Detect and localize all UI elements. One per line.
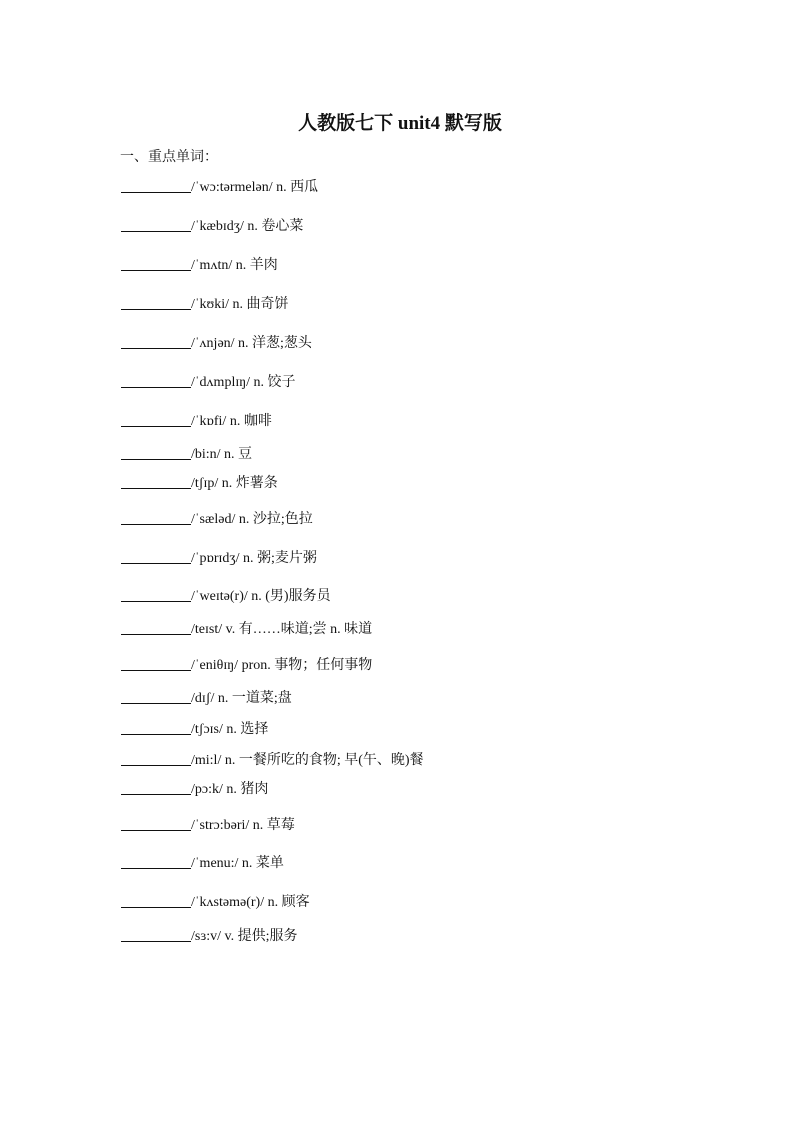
entry-definition: /pɔ:k/ n. 猪肉 <box>191 782 269 797</box>
entry-definition: /ˈsæləd/ n. 沙拉;色拉 <box>191 512 313 527</box>
entry-definition: /dɪʃ/ n. 一道菜;盘 <box>191 691 292 706</box>
answer-blank <box>121 752 191 766</box>
entry-definition: /mi:l/ n. 一餐所吃的食物; 早(午、晚)餐 <box>191 753 424 768</box>
answer-blank <box>121 179 191 193</box>
entry-definition: /ˈkæbɪdʒ/ n. 卷心菜 <box>191 219 304 234</box>
entry-definition: /bi:n/ n. 豆 <box>191 447 253 462</box>
answer-blank <box>121 621 191 635</box>
entry-definition: /ˈmʌtn/ n. 羊肉 <box>191 258 278 273</box>
answer-blank <box>121 374 191 388</box>
vocab-entry <box>121 179 318 197</box>
vocab-entry <box>121 657 372 675</box>
answer-blank <box>121 855 191 869</box>
answer-blank <box>121 588 191 602</box>
vocab-entry <box>121 413 272 431</box>
vocab-entry <box>121 335 312 353</box>
answer-blank <box>121 781 191 795</box>
vocab-entry <box>121 928 297 946</box>
vocab-entry <box>121 855 284 873</box>
vocab-entry <box>121 894 310 912</box>
entry-definition: /ˈʌnjən/ n. 洋葱;葱头 <box>191 336 312 351</box>
entry-definition: /ˈdʌmplɪŋ/ n. 饺子 <box>191 375 296 390</box>
vocab-entry <box>121 511 313 529</box>
entry-definition: /ˈkʌstəmə(r)/ n. 顾客 <box>191 895 310 910</box>
vocab-entry <box>121 690 292 708</box>
vocab-entry <box>121 296 289 314</box>
entry-definition: /sɜ:v/ v. 提供;服务 <box>191 929 298 944</box>
vocab-entry <box>121 218 303 236</box>
answer-blank <box>121 218 191 232</box>
vocab-entry <box>121 621 372 639</box>
entry-definition: /ˈkʊki/ n. 曲奇饼 <box>191 297 289 312</box>
vocab-entry <box>121 374 296 392</box>
entry-definition: /ˈwɔ:tərmelən/ n. 西瓜 <box>191 180 319 195</box>
answer-blank <box>121 817 191 831</box>
vocab-entry <box>121 817 295 835</box>
answer-blank <box>121 257 191 271</box>
answer-blank <box>121 657 191 671</box>
answer-blank <box>121 690 191 704</box>
entry-definition: /ˈeniθɪŋ/ pron. 事物；任何事物 <box>191 658 373 673</box>
entry-definition: /ˈmenu:/ n. 菜单 <box>191 856 284 871</box>
answer-blank <box>121 894 191 908</box>
answer-blank <box>121 928 191 942</box>
vocab-entry <box>121 475 278 493</box>
vocab-entry <box>121 446 252 464</box>
vocab-entry <box>121 752 424 770</box>
entry-definition: /tʃɪp/ n. 炸薯条 <box>191 476 278 491</box>
answer-blank <box>121 413 191 427</box>
entry-definition: /ˈstrɔ:bəri/ n. 草莓 <box>191 818 295 833</box>
vocab-entry <box>121 781 268 799</box>
vocab-entry <box>121 550 317 568</box>
entry-definition: /ˈkɒfi/ n. 咖啡 <box>191 414 272 429</box>
answer-blank <box>121 446 191 460</box>
entry-definition: /tʃɔɪs/ n. 选择 <box>191 722 269 737</box>
answer-blank <box>121 550 191 564</box>
answer-blank <box>121 475 191 489</box>
answer-blank <box>121 721 191 735</box>
section-heading: 一、重点单词： <box>120 150 218 165</box>
answer-blank <box>121 296 191 310</box>
page-title: 人教版七下 unit4 默写版 <box>298 113 502 134</box>
entry-definition: /ˈpɒrɪdʒ/ n. 粥;麦片粥 <box>191 551 317 566</box>
vocab-entry <box>121 721 268 739</box>
vocab-entry <box>121 588 331 606</box>
answer-blank <box>121 335 191 349</box>
vocab-entry <box>121 257 278 275</box>
entry-definition: /ˈweɪtə(r)/ n. (男)服务员 <box>191 589 331 604</box>
entry-definition: /teɪst/ v. 有……味道;尝 n. 味道 <box>191 622 373 637</box>
answer-blank <box>121 511 191 525</box>
